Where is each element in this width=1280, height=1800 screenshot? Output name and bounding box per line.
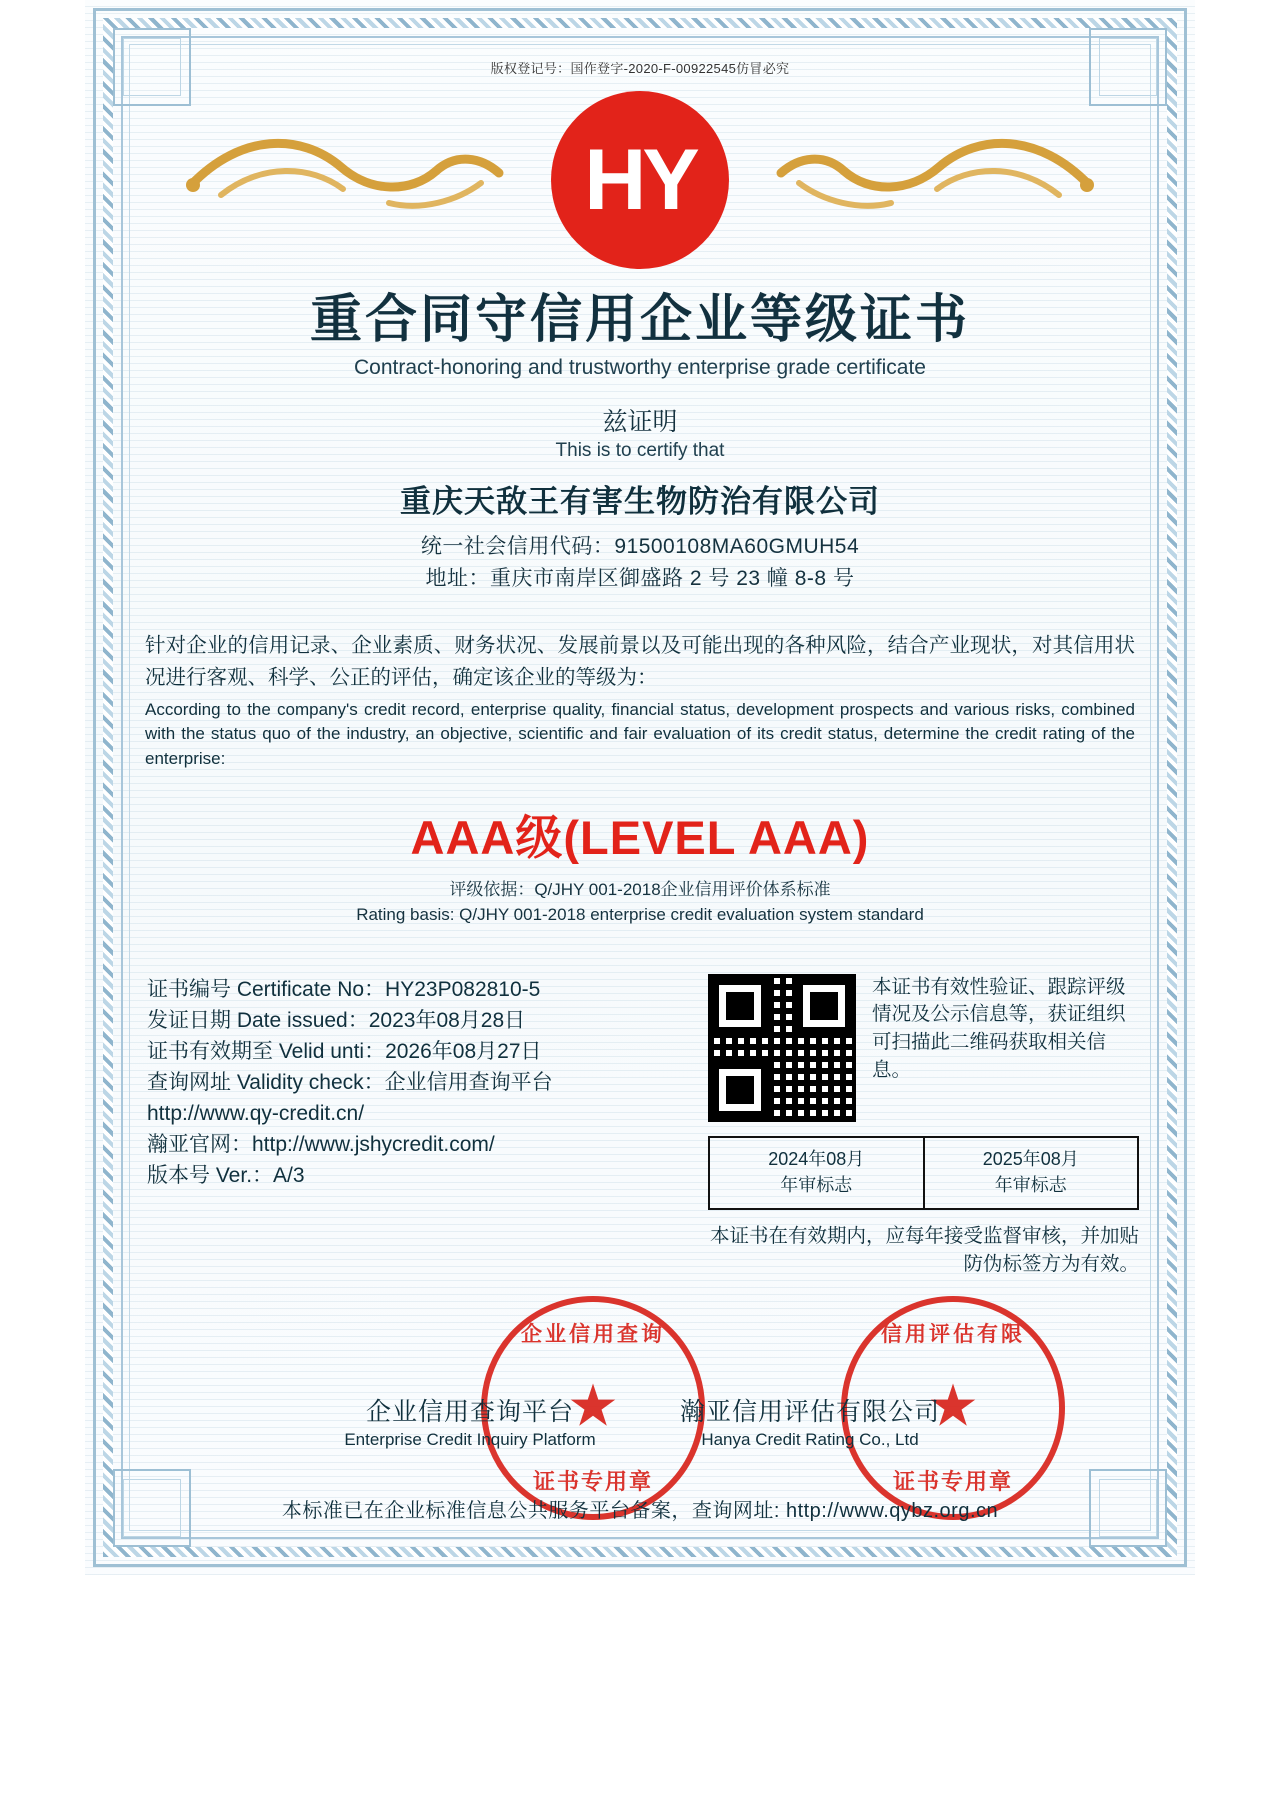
certify-line-cn: 兹证明 (602, 408, 678, 436)
seal-arc-text-2: 信用评估有限 (881, 1323, 1025, 1347)
organization-2 (660, 1392, 960, 1450)
seals-section (141, 1296, 1139, 1526)
validity-check-label: 查询网址 Validity check：企业信用查询平台 (147, 1070, 553, 1094)
logo-mark-text: HY (584, 131, 696, 228)
seal-star-icon-1: ★ (567, 1373, 619, 1439)
official-website-url[interactable]: 瀚亚官网：http://www.jshycredit.com/ (147, 1133, 495, 1157)
logo-header (141, 81, 1139, 271)
qr-code-icon[interactable] (708, 974, 856, 1122)
footer-filing-note: 本标准已在企业标准信息公共服务平台备案，查询网址: http://www.qybz.org.cn (281, 1500, 999, 1522)
flourish-left-ornament (181, 123, 511, 223)
organization-1 (320, 1392, 620, 1450)
annual-review-label-2024: 年审标志 (780, 1174, 853, 1195)
certify-line-en: This is to certify that (555, 440, 725, 461)
statement-block (141, 630, 1139, 771)
credit-level: AAA级(LEVEL AAA) (410, 811, 870, 865)
rating-basis-cn: 评级依据：Q/JHY 001-2018企业信用评价体系标准 (449, 880, 831, 900)
validity-check-url[interactable]: http://www.qy-credit.cn/ (147, 1102, 365, 1126)
organization-1-name-en: Enterprise Credit Inquiry Platform (344, 1430, 596, 1450)
annual-review-box-2024 (708, 1136, 925, 1210)
company-credit-code: 统一社会信用代码：91500108MA60GMUH54 (420, 535, 860, 558)
company-address: 地址：重庆市南岸区御盛路 2 号 23 幢 8-8 号 (425, 566, 855, 590)
annual-review-note: 本证书在有效期内，应每年接受监督审核，并加贴防伪标签方为有效。 (709, 1224, 1139, 1276)
organization-2-name-cn: 瀚亚信用评估有限公司 (679, 1398, 940, 1427)
annual-review-box-2025 (925, 1136, 1140, 1210)
seal-star-icon-2: ★ (927, 1373, 979, 1439)
qr-code-note: 本证书有效性验证、跟踪评级情况及公示信息等，获证组织可扫描此二维码获取相关信息。 (872, 975, 1126, 1081)
annual-review-period-2024: 2024年08月 (768, 1148, 865, 1169)
page-title-cn: 重合同守信用企业等级证书 (309, 292, 970, 349)
statement-cn: 针对企业的信用记录、企业素质、财务状况、发展前景以及可能出现的各种风险，结合产业现状，对其信用状况进行客观、科学、公正的评估，确定该企业的等级为： (145, 634, 1135, 689)
annual-review-period-2025: 2025年08月 (982, 1148, 1079, 1169)
certificate-number: 证书编号 Certificate No：HY23P082810-5 (147, 977, 541, 1001)
company-name: 重庆天敌王有害生物防治有限公司 (400, 484, 880, 519)
page-title-en: Contract-honoring and trustworthy enterprise grade certificate (354, 356, 926, 379)
details-right-column (702, 974, 1139, 1279)
details-section (141, 974, 1139, 1279)
annual-review-boxes (708, 1136, 1139, 1210)
organization-1-name-cn: 企业信用查询平台 (365, 1398, 574, 1427)
details-left-column (141, 974, 702, 1279)
flourish-right-ornament (769, 123, 1099, 223)
version-number: 版本号 Ver.：A/3 (147, 1164, 305, 1188)
rating-basis-en: Rating basis: Q/JHY 001-2018 enterprise credit evaluation system standard (356, 905, 924, 925)
valid-until: 证书有效期至 Velid unti：2026年08月27日 (147, 1039, 542, 1063)
organization-2-name-en: Hanya Credit Rating Co., Ltd (701, 1430, 919, 1450)
statement-en: According to the company's credit record, enterprise quality, financial status, development prospects and various risks, combined with the status quo of the industry, an objective, scientific and fair evaluation of its credit status, determine the credit rating of the enterprise: (145, 699, 1135, 768)
annual-review-label-2025: 年审标志 (994, 1174, 1067, 1195)
date-issued: 发证日期 Date issued：2023年08月28日 (147, 1008, 526, 1032)
certificate-document (85, 0, 1195, 1575)
organization-names (141, 1392, 1139, 1450)
seal-bottom-text-1: 证书专用章 (532, 1469, 653, 1495)
hy-logo-icon (551, 91, 729, 269)
copyright-registration-line: 版权登记号：国作登字-2020-F-00922545仿冒必究 (490, 61, 790, 76)
seal-bottom-text-2: 证书专用章 (892, 1469, 1013, 1495)
seal-arc-text-1: 企业信用查询 (521, 1323, 665, 1347)
